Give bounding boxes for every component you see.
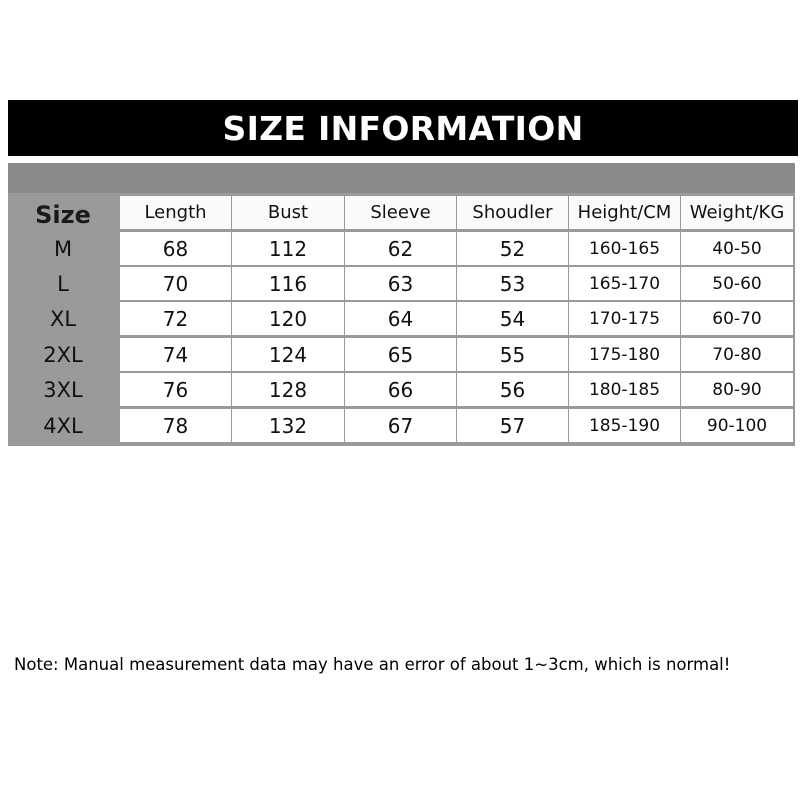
- table-cell-height: 170-175: [569, 302, 680, 335]
- table-cell-shoulder: 54: [457, 302, 568, 335]
- row-label-size: XL: [49, 306, 77, 331]
- table-cell-sleeve: 65: [345, 338, 456, 371]
- table-cell-weight: 80-90: [681, 373, 793, 406]
- table-cell-length: 68: [120, 232, 231, 265]
- table-cell-length: 78: [120, 409, 231, 442]
- table-cell-sleeve: 63: [345, 267, 456, 300]
- table-cell-shoulder: 56: [457, 373, 568, 406]
- table-cell-sleeve: 62: [345, 232, 456, 265]
- table-cell-bust: 132: [232, 409, 344, 442]
- table-cell-weight: 70-80: [681, 338, 793, 371]
- table-cell-bust: 116: [232, 267, 344, 300]
- table-cell-shoulder: 52: [457, 232, 568, 265]
- table-cell-shoulder: 57: [457, 409, 568, 442]
- table-cell-bust: 124: [232, 338, 344, 371]
- table-cell-height: 160-165: [569, 232, 680, 265]
- table-cell-weight: 90-100: [681, 409, 793, 442]
- table-cell-length: 74: [120, 338, 231, 371]
- table-cell-length: 76: [120, 373, 231, 406]
- row-label-size: 4XL: [43, 413, 83, 438]
- table-cell-height: 185-190: [569, 409, 680, 442]
- table-cell-length: 72: [120, 302, 231, 335]
- page-title: SIZE INFORMATION: [8, 100, 798, 156]
- table-cell-weight: 40-50: [681, 232, 793, 265]
- column-header-shoulder: Shoudler: [457, 196, 568, 229]
- table-cell-bust: 112: [232, 232, 344, 265]
- row-label-size: L: [57, 271, 69, 296]
- column-header-weight: Weight/KG: [681, 196, 793, 229]
- table-cell-length: 70: [120, 267, 231, 300]
- row-label-size: 2XL: [43, 342, 83, 367]
- table-cell-weight: 60-70: [681, 302, 793, 335]
- table-cell-height: 180-185: [569, 373, 680, 406]
- column-header-bust: Bust: [232, 196, 344, 229]
- table-cell-sleeve: 67: [345, 409, 456, 442]
- measurement-note: Note: Manual measurement data may have an error of about 1~3cm, which is normal!: [14, 655, 731, 674]
- size-column-header: Size: [35, 201, 91, 229]
- column-header-length: Length: [120, 196, 231, 229]
- column-header-height: Height/CM: [569, 196, 680, 229]
- table-header-band: [8, 163, 795, 193]
- column-header-sleeve: Sleeve: [345, 196, 456, 229]
- table-cell-sleeve: 64: [345, 302, 456, 335]
- table-cell-shoulder: 55: [457, 338, 568, 371]
- table-cell-weight: 50-60: [681, 267, 793, 300]
- table-cell-height: 175-180: [569, 338, 680, 371]
- table-cell-bust: 128: [232, 373, 344, 406]
- table-cell-height: 165-170: [569, 267, 680, 300]
- table-cell-sleeve: 66: [345, 373, 456, 406]
- table-cell-shoulder: 53: [457, 267, 568, 300]
- size-table: [8, 163, 795, 446]
- row-label-size: M: [53, 236, 73, 261]
- table-cell-bust: 120: [232, 302, 344, 335]
- row-label-size: 3XL: [43, 377, 83, 402]
